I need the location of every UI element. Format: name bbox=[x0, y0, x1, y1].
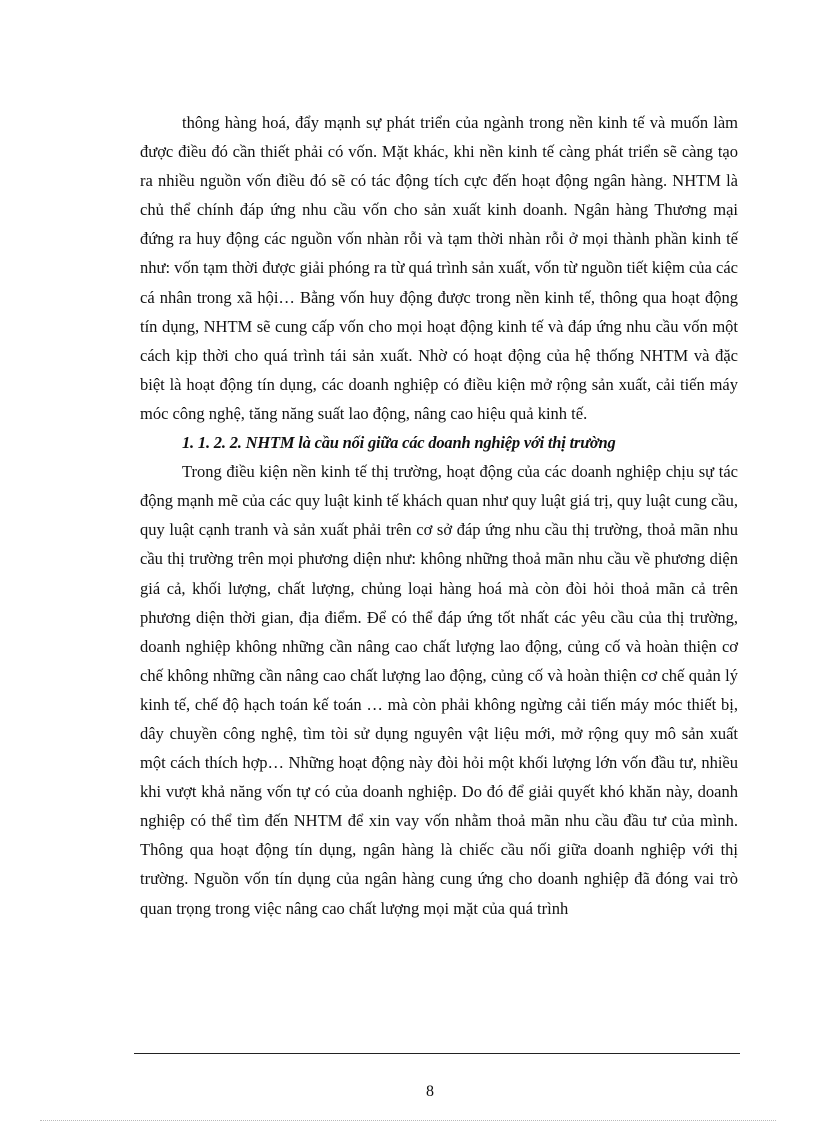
paragraph-1: thông hàng hoá, đẩy mạnh sự phát triển của ngành trong nền kinh tế và muốn làm được điều đó cần thiết phải có vốn. Mặt khác, khi nền kinh tế càng phát triển sẽ càng tạo ra nhiều nguồn vốn điều đó sẽ có tác động tích cực đến hoạt động ngân hàng. NHTM là chủ thể chính đáp ứng nhu cầu vốn cho sản xuất kinh doanh. Ngân hàng Thương mại đứng ra huy động các nguồn vốn nhàn rỗi và tạm thời nhàn rỗi ở mọi thành phần kinh tế như: vốn tạm thời được giải phóng ra từ quá trình sản xuất, vốn từ nguồn tiết kiệm của các cá nhân trong xã hội… Bằng vốn huy động được trong nền kinh tế, thông qua hoạt động tín dụng, NHTM sẽ cung cấp vốn cho mọi hoạt động kinh tế và đáp ứng nhu cầu vốn một cách kịp thời cho quá trình tái sản xuất. Nhờ có hoạt động của hệ thống NHTM và đặc biệt là hoạt động tín dụng, các doanh nghiệp có điều kiện mở rộng sản xuất, cải tiến máy móc công nghệ, tăng năng suất lao động, nâng cao hiệu quả kinh tế. bbox=[140, 113, 738, 423]
page-number: 8 bbox=[426, 1083, 434, 1100]
page-content bbox=[140, 108, 738, 923]
footer-rule bbox=[134, 1053, 740, 1054]
page-edge-divider bbox=[40, 1120, 776, 1121]
paragraph-2: Trong điều kiện nền kinh tế thị trường, hoạt động của các doanh nghiệp chịu sự tác động mạnh mẽ của các quy luật kinh tế khách quan như quy luật giá trị, quy luật cung cầu, quy luật cạnh tranh và sản xuất phải trên cơ sở đáp ứng nhu cầu thị trường, thoả mãn nhu cầu thị trường trên mọi phương diện như: không những thoả mãn nhu cầu về phương diện giá cả, khối lượng, chất lượng, chủng loại hàng hoá mà còn đòi hỏi thoả mãn cả trên phương diện thời gian, địa điểm. Để có thể đáp ứng tốt nhất các yêu cầu của thị trường, doanh nghiệp không những cần nâng cao chất lượng lao động, củng cố và hoàn thiện cơ chế không những cần nâng cao chất lượng lao động, củng cố và hoàn thiện cơ chế quản lý kinh tế, chế độ hạch toán kế toán … mà còn phải không ngừng cải tiến máy móc thiết bị, dây chuyền công nghệ, tìm tòi sử dụng nguyên vật liệu mới, mở rộng quy mô sản xuất một cách thích hợp… Những hoạt động này đòi hỏi một khối lượng lớn vốn đầu tư, nhiều khi vượt khả năng vốn tự có của doanh nghiệp. Do đó để giải quyết khó khăn này, doanh nghiệp có thể tìm đến NHTM để xin vay vốn nhằm thoả mãn nhu cầu đầu tư của mình. Thông qua hoạt động tín dụng, ngân hàng là chiếc cầu nối giữa doanh nghiệp với thị trường. Nguồn vốn tín dụng của ngân hàng cung ứng cho doanh nghiệp đã đóng vai trò quan trọng trong việc nâng cao chất lượng mọi mặt của quá trình bbox=[140, 462, 738, 918]
section-heading: 1. 1. 2. 2. NHTM là cầu nối giữa các doanh nghiệp với thị trường bbox=[182, 433, 616, 453]
